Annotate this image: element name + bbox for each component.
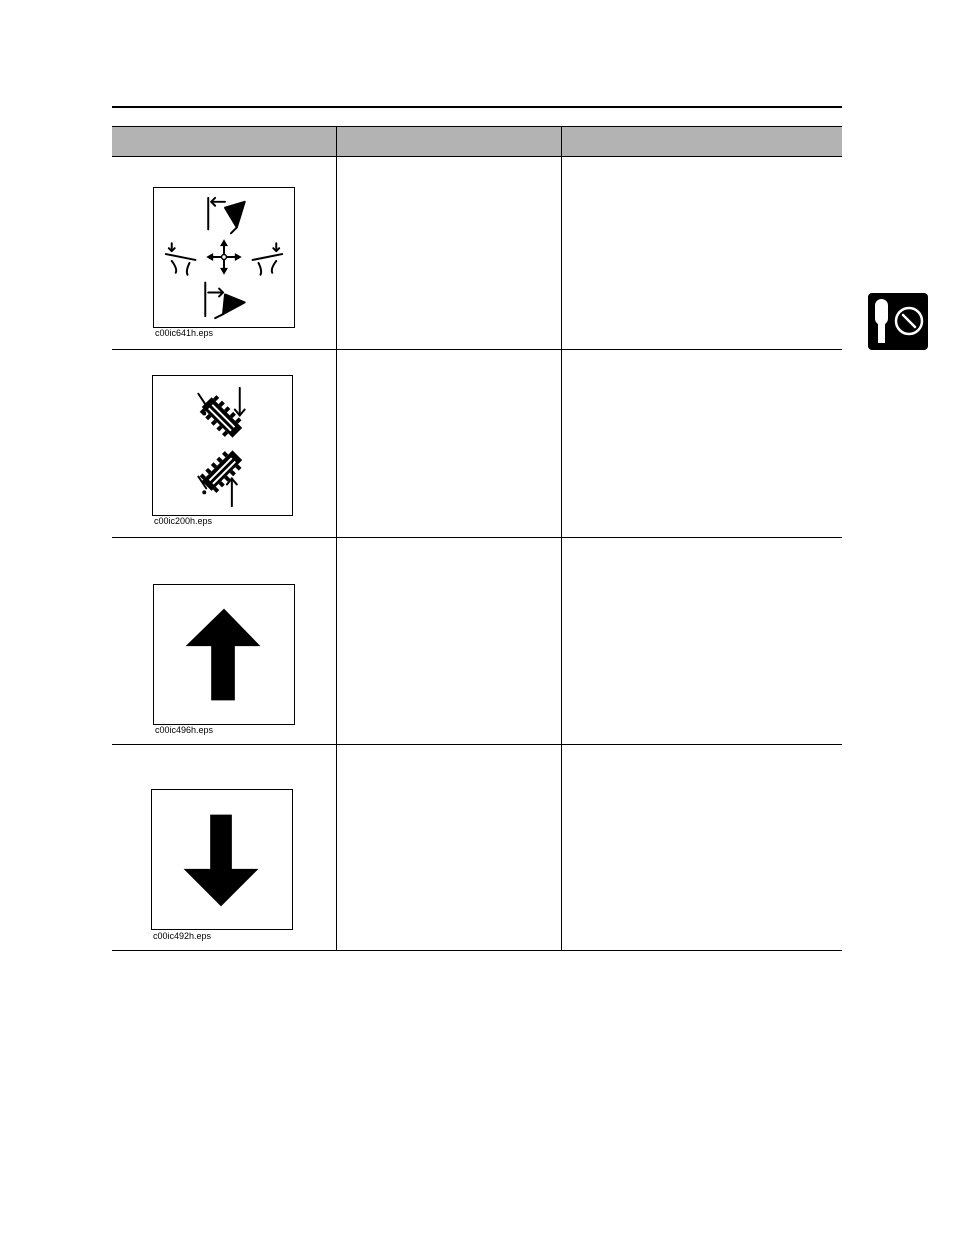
row-divider-4 xyxy=(112,950,842,951)
symbol-filename: c00ic641h.eps xyxy=(155,328,214,338)
row-divider-1 xyxy=(112,349,842,350)
table-header xyxy=(112,126,842,157)
row-divider-2 xyxy=(112,537,842,538)
control-lever-tab-icon xyxy=(868,293,928,350)
arrow-up-icon xyxy=(153,584,295,725)
arrow-down-icon xyxy=(151,789,293,930)
symbol-filename: c00ic492h.eps xyxy=(153,931,212,941)
header-description xyxy=(336,127,561,156)
column-divider-2 xyxy=(561,126,562,951)
symbol-filename: c00ic496h.eps xyxy=(155,725,214,735)
column-divider-1 xyxy=(336,126,337,951)
track-raise-lower-icon xyxy=(152,375,293,516)
symbol-filename: c00ic200h.eps xyxy=(154,516,213,526)
header-symbol xyxy=(112,127,336,156)
header-function xyxy=(561,127,842,156)
top-rule xyxy=(112,106,842,108)
multi-direction-boom-icon xyxy=(153,187,295,328)
row-divider-3 xyxy=(112,744,842,745)
